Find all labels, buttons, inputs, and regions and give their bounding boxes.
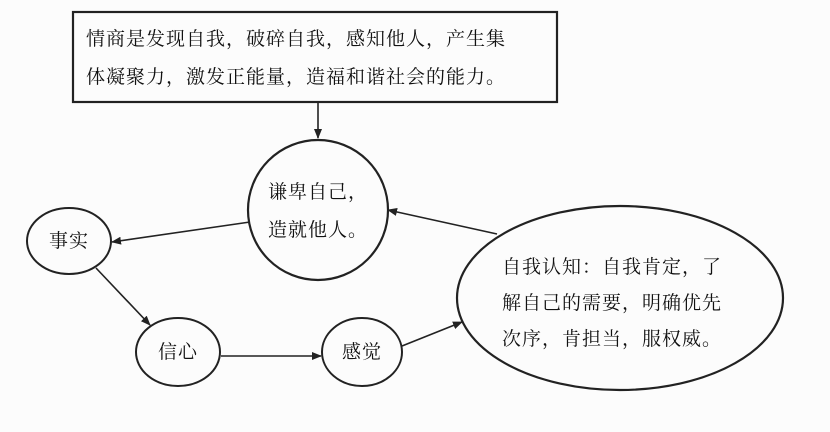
arrow-humble-to-facts (112, 222, 250, 242)
self-awareness-text-line-2: 解自己的需要，明确优先 (502, 292, 723, 314)
definition-text-line-1: 情商是发现自我，破碎自我，感知他人，产生集 (86, 28, 507, 50)
facts-text: 事实 (48, 230, 89, 252)
humble-text-line-1: 谦卑自己， (268, 181, 369, 203)
confidence-text: 信心 (157, 341, 198, 363)
arrow-feeling-to-self-awareness (402, 322, 462, 346)
humble-text-line-2: 造就他人。 (268, 219, 369, 241)
humble-circle (248, 140, 388, 280)
arrow-self-awareness-to-humble (388, 210, 497, 234)
arrow-facts-to-confidence (96, 268, 150, 325)
self-awareness-text-line-3: 次序，肯担当，服权威。 (502, 328, 723, 350)
definition-text-line-2: 体凝聚力，激发正能量，造福和谐社会的能力。 (86, 66, 507, 88)
self-awareness-text-line-1: 自我认知：自我肯定，了 (502, 256, 723, 278)
feeling-text: 感觉 (341, 341, 382, 363)
